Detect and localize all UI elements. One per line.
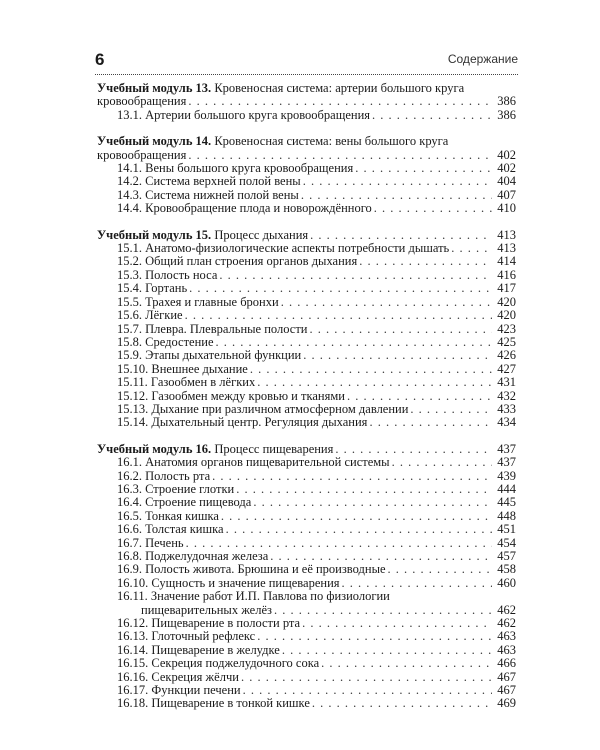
toc-entry-title xyxy=(117,537,184,550)
dot-leader xyxy=(312,697,492,710)
toc-item-number: 15.3. xyxy=(117,267,142,282)
toc-title-text: Анатомо-физиологические аспекты потребности дышать xyxy=(145,241,450,256)
dot-leader xyxy=(369,416,492,429)
toc-item[interactable] xyxy=(97,496,516,509)
module-label: Учебный модуль 15. xyxy=(97,227,212,242)
toc-page-number: 462 xyxy=(497,616,516,631)
toc-entry-title xyxy=(117,577,340,590)
toc-page-number: 402 xyxy=(497,161,516,176)
toc-title-text: Пищеварение в полости рта xyxy=(151,616,301,631)
toc-item-number: 16.8. xyxy=(117,549,142,563)
dot-leader xyxy=(310,229,492,242)
toc-title-text: Этапы дыхательной функции xyxy=(145,348,302,363)
dot-leader xyxy=(281,296,492,309)
toc-title-text: Средостение xyxy=(145,334,214,349)
toc-item-number: 15.10. xyxy=(117,361,149,376)
running-section-title: Содержание xyxy=(447,52,518,66)
dot-leader xyxy=(301,189,492,202)
toc-item[interactable] xyxy=(97,697,516,710)
toc-item-number: 16.3. xyxy=(117,481,142,496)
toc-page-number: 451 xyxy=(497,522,516,537)
toc-item-number: 15.4. xyxy=(117,281,142,296)
dot-leader xyxy=(310,323,493,336)
dot-leader xyxy=(257,630,492,643)
toc-entry-title xyxy=(117,403,408,416)
toc-page-number: 439 xyxy=(497,468,516,483)
dot-leader xyxy=(388,563,492,576)
toc-item-number: 15.8. xyxy=(117,334,142,349)
toc-item[interactable] xyxy=(97,323,516,336)
toc-title-text: Секреция жёлчи xyxy=(151,669,239,684)
toc-item[interactable] xyxy=(97,590,516,603)
toc-page-number: 433 xyxy=(497,401,516,416)
page-header xyxy=(95,50,518,72)
toc-title-text: Печень xyxy=(145,535,184,550)
toc-title-text: Процесс пищеварения xyxy=(214,441,334,456)
module-title: Кровеносная система: артерии большого круга xyxy=(214,81,465,95)
toc-page-number: 445 xyxy=(497,495,516,510)
toc-entry-title xyxy=(117,175,301,188)
toc-item[interactable] xyxy=(97,242,516,255)
toc-item[interactable] xyxy=(97,456,516,469)
toc-entry-title xyxy=(97,95,186,108)
toc-item[interactable] xyxy=(97,550,516,563)
toc-item[interactable] xyxy=(97,269,516,282)
toc-entry-title xyxy=(117,296,279,309)
toc-entry-title xyxy=(117,162,353,175)
toc-item-continuation[interactable] xyxy=(97,604,516,617)
toc-item-number: 16.4. xyxy=(117,495,142,510)
toc-item-number: 15.11. xyxy=(117,375,148,390)
toc-item[interactable] xyxy=(97,403,516,416)
toc-page-number: 460 xyxy=(497,575,516,590)
toc-title-text: Анатомия органов пищеварительной системы xyxy=(145,455,390,470)
dot-leader xyxy=(347,390,492,403)
toc-entry-title xyxy=(117,510,219,523)
toc-entry-title xyxy=(117,363,248,376)
toc-item-number: 16.18. xyxy=(117,696,149,711)
toc-page-number: 444 xyxy=(497,481,516,496)
toc-item-number: 14.2. xyxy=(117,174,142,189)
toc-entry-title xyxy=(117,282,187,295)
toc-page-number: 434 xyxy=(497,415,516,430)
toc-item-number: 16.9. xyxy=(117,562,142,577)
dot-leader xyxy=(236,483,492,496)
toc-item-number: 15.12. xyxy=(117,388,149,403)
toc-entry-title xyxy=(117,269,217,282)
toc-title-text: Значение работ И.П. Павлова по физиологии xyxy=(150,589,390,604)
toc-page-number: 426 xyxy=(497,348,516,363)
toc-title-text: Кровообращение плода и новорождённого xyxy=(145,201,372,216)
toc-page-number: 467 xyxy=(497,669,516,684)
toc-page-number: 432 xyxy=(497,388,516,403)
dot-leader xyxy=(342,577,492,590)
toc-title-text: кровообращения xyxy=(97,94,187,109)
toc-entry-title xyxy=(117,630,255,643)
toc-item-number: 16.13. xyxy=(117,629,149,644)
toc-module-m15 xyxy=(97,229,516,430)
toc-page-number: 466 xyxy=(497,656,516,671)
dot-leader xyxy=(451,242,492,255)
toc-item-number: 16.12. xyxy=(117,616,149,631)
toc-item[interactable] xyxy=(97,390,516,403)
toc-title-text: Полость рта xyxy=(145,468,211,483)
toc-page-number: 420 xyxy=(497,294,516,309)
dot-leader xyxy=(302,617,492,630)
dot-leader xyxy=(359,255,492,268)
toc-entry-title xyxy=(117,242,449,255)
dot-leader xyxy=(270,550,492,563)
module-heading-continuation[interactable] xyxy=(97,149,516,162)
dot-leader xyxy=(303,175,492,188)
toc-page-number: 423 xyxy=(497,321,516,336)
toc-page-number: 416 xyxy=(497,267,516,282)
toc-title-text: Полость носа xyxy=(145,267,218,282)
dot-leader xyxy=(226,523,492,536)
dot-leader xyxy=(372,109,492,122)
toc-page-number: 414 xyxy=(497,254,516,269)
toc-title-text: Процесс дыхания xyxy=(214,227,309,242)
dot-leader xyxy=(221,510,492,523)
dot-leader xyxy=(216,336,492,349)
dot-leader xyxy=(243,684,492,697)
toc-item[interactable] xyxy=(97,296,516,309)
toc-title-text: пищеварительных желёз xyxy=(141,602,272,617)
toc-title-text: Лёгкие xyxy=(145,308,183,323)
toc-page-number: 458 xyxy=(497,562,516,577)
toc-entry-title xyxy=(117,349,301,362)
toc-page-number: 404 xyxy=(497,174,516,189)
module-title: Кровеносная система: вены большого круга xyxy=(214,134,449,149)
toc-entry-title xyxy=(97,443,333,456)
toc-item-number: 16.15. xyxy=(117,656,149,671)
header-divider xyxy=(95,74,518,75)
toc-title-text: Гортань xyxy=(145,281,188,296)
toc-item[interactable] xyxy=(97,577,516,590)
toc-item-number: 14.3. xyxy=(117,187,142,202)
toc-item-number: 15.6. xyxy=(117,308,142,323)
toc-item[interactable] xyxy=(97,657,516,670)
toc-page-number: 420 xyxy=(497,308,516,323)
toc-page-number: 462 xyxy=(497,602,516,617)
toc-title-text: кровообращения xyxy=(97,147,187,162)
toc-item[interactable] xyxy=(97,189,516,202)
toc-entry-title xyxy=(117,671,239,684)
dot-leader xyxy=(188,149,492,162)
toc-item[interactable] xyxy=(97,255,516,268)
toc-item[interactable] xyxy=(97,684,516,697)
toc-item[interactable] xyxy=(97,630,516,643)
toc-page-number: 427 xyxy=(497,361,516,376)
toc-item[interactable] xyxy=(97,537,516,550)
toc-title-text: Плевра. Плевральные полости xyxy=(145,321,308,336)
toc-page-number: 413 xyxy=(497,227,516,242)
toc-entry-title xyxy=(117,496,251,509)
dot-leader xyxy=(392,456,492,469)
module-heading-line[interactable] xyxy=(97,229,516,242)
toc-entry-title xyxy=(117,657,319,670)
dot-leader xyxy=(335,443,492,456)
toc-item[interactable] xyxy=(97,349,516,362)
toc-item[interactable] xyxy=(97,644,516,657)
toc-item[interactable] xyxy=(97,617,516,630)
toc-item-number: 16.16. xyxy=(117,669,149,684)
toc-item[interactable] xyxy=(97,162,516,175)
page-number: 6 xyxy=(95,50,105,69)
toc-page-number: 386 xyxy=(497,94,516,109)
toc-page-number: 410 xyxy=(497,201,516,216)
toc-title-text: Пищеварение в тонкой кишке xyxy=(151,696,310,711)
toc-item[interactable] xyxy=(97,363,516,376)
toc-page-number: 469 xyxy=(497,696,516,711)
toc-item-number: 16.1. xyxy=(117,455,142,470)
dot-leader xyxy=(274,604,492,617)
toc-item-number: 16.7. xyxy=(117,535,142,550)
toc-item[interactable] xyxy=(97,523,516,536)
toc-entry-title xyxy=(117,550,268,563)
toc-item-number: 14.1. xyxy=(117,161,142,176)
toc-title-text: Толстая кишка xyxy=(145,522,224,537)
toc-entry-title xyxy=(117,323,308,336)
toc-entry-title xyxy=(117,684,241,697)
module-heading-continuation[interactable] xyxy=(97,95,516,108)
dot-leader xyxy=(188,95,492,108)
toc-entry-title xyxy=(117,390,345,403)
toc-entry-title xyxy=(117,202,372,215)
dot-leader xyxy=(186,537,492,550)
dot-leader xyxy=(185,309,492,322)
toc-title-text: Полость живота. Брюшина и её производные xyxy=(145,562,386,577)
toc-page-number: 463 xyxy=(497,642,516,657)
toc-entry-title xyxy=(117,483,234,496)
dot-leader xyxy=(303,349,492,362)
toc-title-text: Функции печени xyxy=(151,683,241,698)
toc-entry-title xyxy=(117,523,224,536)
toc-module-m16 xyxy=(97,443,516,711)
toc-item-number: 15.13. xyxy=(117,401,149,416)
toc-title-text: Поджелудочная железа xyxy=(145,549,269,563)
toc-title-text: Трахея и главные бронхи xyxy=(145,294,279,309)
toc-entry-title xyxy=(97,149,186,162)
module-label: Учебный модуль 16. xyxy=(97,441,212,456)
dot-leader xyxy=(250,363,492,376)
toc-entry-title xyxy=(117,617,300,630)
toc-title-text: Сущность и значение пищеварения xyxy=(151,575,340,590)
dot-leader xyxy=(410,403,492,416)
toc-item-number: 16.14. xyxy=(117,642,149,657)
toc-title-text: Дыхательный центр. Регуляция дыхания xyxy=(151,415,368,430)
toc-title-text: Дыхание при различном атмосферном давлении xyxy=(151,401,409,416)
toc-page-number: 448 xyxy=(497,508,516,523)
toc-title-text: Строение глотки xyxy=(145,481,235,496)
toc-item[interactable] xyxy=(97,563,516,576)
toc-item[interactable] xyxy=(97,483,516,496)
dot-leader xyxy=(321,657,492,670)
toc-entry-title xyxy=(117,189,299,202)
toc-item[interactable] xyxy=(97,510,516,523)
module-label: Учебный модуль 14. xyxy=(97,134,212,149)
toc-entry-title xyxy=(117,470,210,483)
dot-leader xyxy=(374,202,492,215)
toc-title-text: Общий план строения органов дыхания xyxy=(145,254,358,269)
toc-item-number: 15.9. xyxy=(117,348,142,363)
toc-item-number: 15.1. xyxy=(117,241,142,256)
toc-page-number: 467 xyxy=(497,683,516,698)
toc-page-number: 431 xyxy=(497,375,516,390)
dot-leader xyxy=(189,282,492,295)
dot-leader xyxy=(212,470,492,483)
toc-item-number: 16.6. xyxy=(117,522,142,537)
toc-page-number: 407 xyxy=(497,187,516,202)
dot-leader xyxy=(257,376,492,389)
toc-entry-title xyxy=(117,416,367,429)
toc-item[interactable] xyxy=(97,309,516,322)
toc-page-number: 417 xyxy=(497,281,516,296)
toc-title-text: Секреция поджелудочного сока xyxy=(151,656,320,671)
toc-page-number: 425 xyxy=(497,334,516,349)
toc-item-number: 16.2. xyxy=(117,468,142,483)
toc-item-number: 16.10. xyxy=(117,575,149,590)
toc-item-number: 16.11. xyxy=(117,589,148,604)
toc-page-number: 437 xyxy=(497,455,516,470)
toc-page-number: 413 xyxy=(497,241,516,256)
toc-entry-title xyxy=(117,309,183,322)
toc-item-number: 15.7. xyxy=(117,321,142,336)
module-heading-line[interactable] xyxy=(97,135,516,148)
toc-item-number: 16.5. xyxy=(117,508,142,523)
toc-item[interactable] xyxy=(97,470,516,483)
toc-item[interactable] xyxy=(97,282,516,295)
dot-leader xyxy=(282,644,492,657)
toc-title-text: Глоточный рефлекс xyxy=(151,629,256,644)
dot-leader xyxy=(241,671,492,684)
toc-title-text: Система нижней полой вены xyxy=(145,187,299,202)
module-heading-line[interactable] xyxy=(97,82,516,95)
toc-entry-title xyxy=(117,697,310,710)
module-heading-line[interactable] xyxy=(97,443,516,456)
toc-entry-title xyxy=(117,376,255,389)
toc-title-text: Вены большого круга кровообращения xyxy=(145,161,354,176)
toc-item[interactable] xyxy=(97,202,516,215)
toc-title-text: Система верхней полой вены xyxy=(145,174,301,189)
toc-title-text: Пищеварение в желудке xyxy=(151,642,280,657)
toc-item-number: 13.1. xyxy=(117,107,142,122)
toc-item[interactable] xyxy=(97,175,516,188)
module-label: Учебный модуль 13. xyxy=(97,81,212,95)
toc-item-number: 15.5. xyxy=(117,294,142,309)
toc-entry-title xyxy=(97,229,308,242)
toc-module-m14 xyxy=(97,135,516,215)
toc-page-number: 402 xyxy=(497,147,516,162)
toc-page-number: 437 xyxy=(497,441,516,456)
toc-module-m13 xyxy=(97,82,516,122)
toc-entry-title xyxy=(117,563,386,576)
dot-leader xyxy=(219,269,492,282)
toc-page-number: 463 xyxy=(497,629,516,644)
toc-entry-title xyxy=(117,644,280,657)
toc-title-text: Газообмен между кровью и тканями xyxy=(151,388,345,403)
toc-page-number: 454 xyxy=(497,535,516,550)
toc-title-text: Артерии большого круга кровообращения xyxy=(145,107,371,122)
toc-title-text: Строение пищевода xyxy=(145,495,252,510)
toc-item[interactable] xyxy=(97,336,516,349)
toc-entry-title xyxy=(141,604,272,617)
dot-leader xyxy=(355,162,492,175)
toc-page-number: 386 xyxy=(497,107,516,122)
table-of-contents xyxy=(97,82,516,724)
toc-item-number: 15.2. xyxy=(117,254,142,269)
toc-item[interactable] xyxy=(97,671,516,684)
toc-item-number: 15.14. xyxy=(117,415,149,430)
toc-item[interactable] xyxy=(97,416,516,429)
toc-title-text: Газообмен в лёгких xyxy=(150,375,256,390)
toc-entry-title xyxy=(117,109,370,122)
toc-title-text: Внешнее дыхание xyxy=(151,361,248,376)
toc-entry-title xyxy=(117,255,357,268)
dot-leader xyxy=(253,496,492,509)
toc-page-number: 457 xyxy=(497,549,516,563)
toc-item-number: 16.17. xyxy=(117,683,149,698)
toc-item-number: 14.4. xyxy=(117,201,142,216)
toc-entry-title xyxy=(117,336,214,349)
toc-item[interactable] xyxy=(97,109,516,122)
toc-entry-title xyxy=(117,456,390,469)
toc-title-text: Тонкая кишка xyxy=(145,508,219,523)
toc-item[interactable] xyxy=(97,376,516,389)
